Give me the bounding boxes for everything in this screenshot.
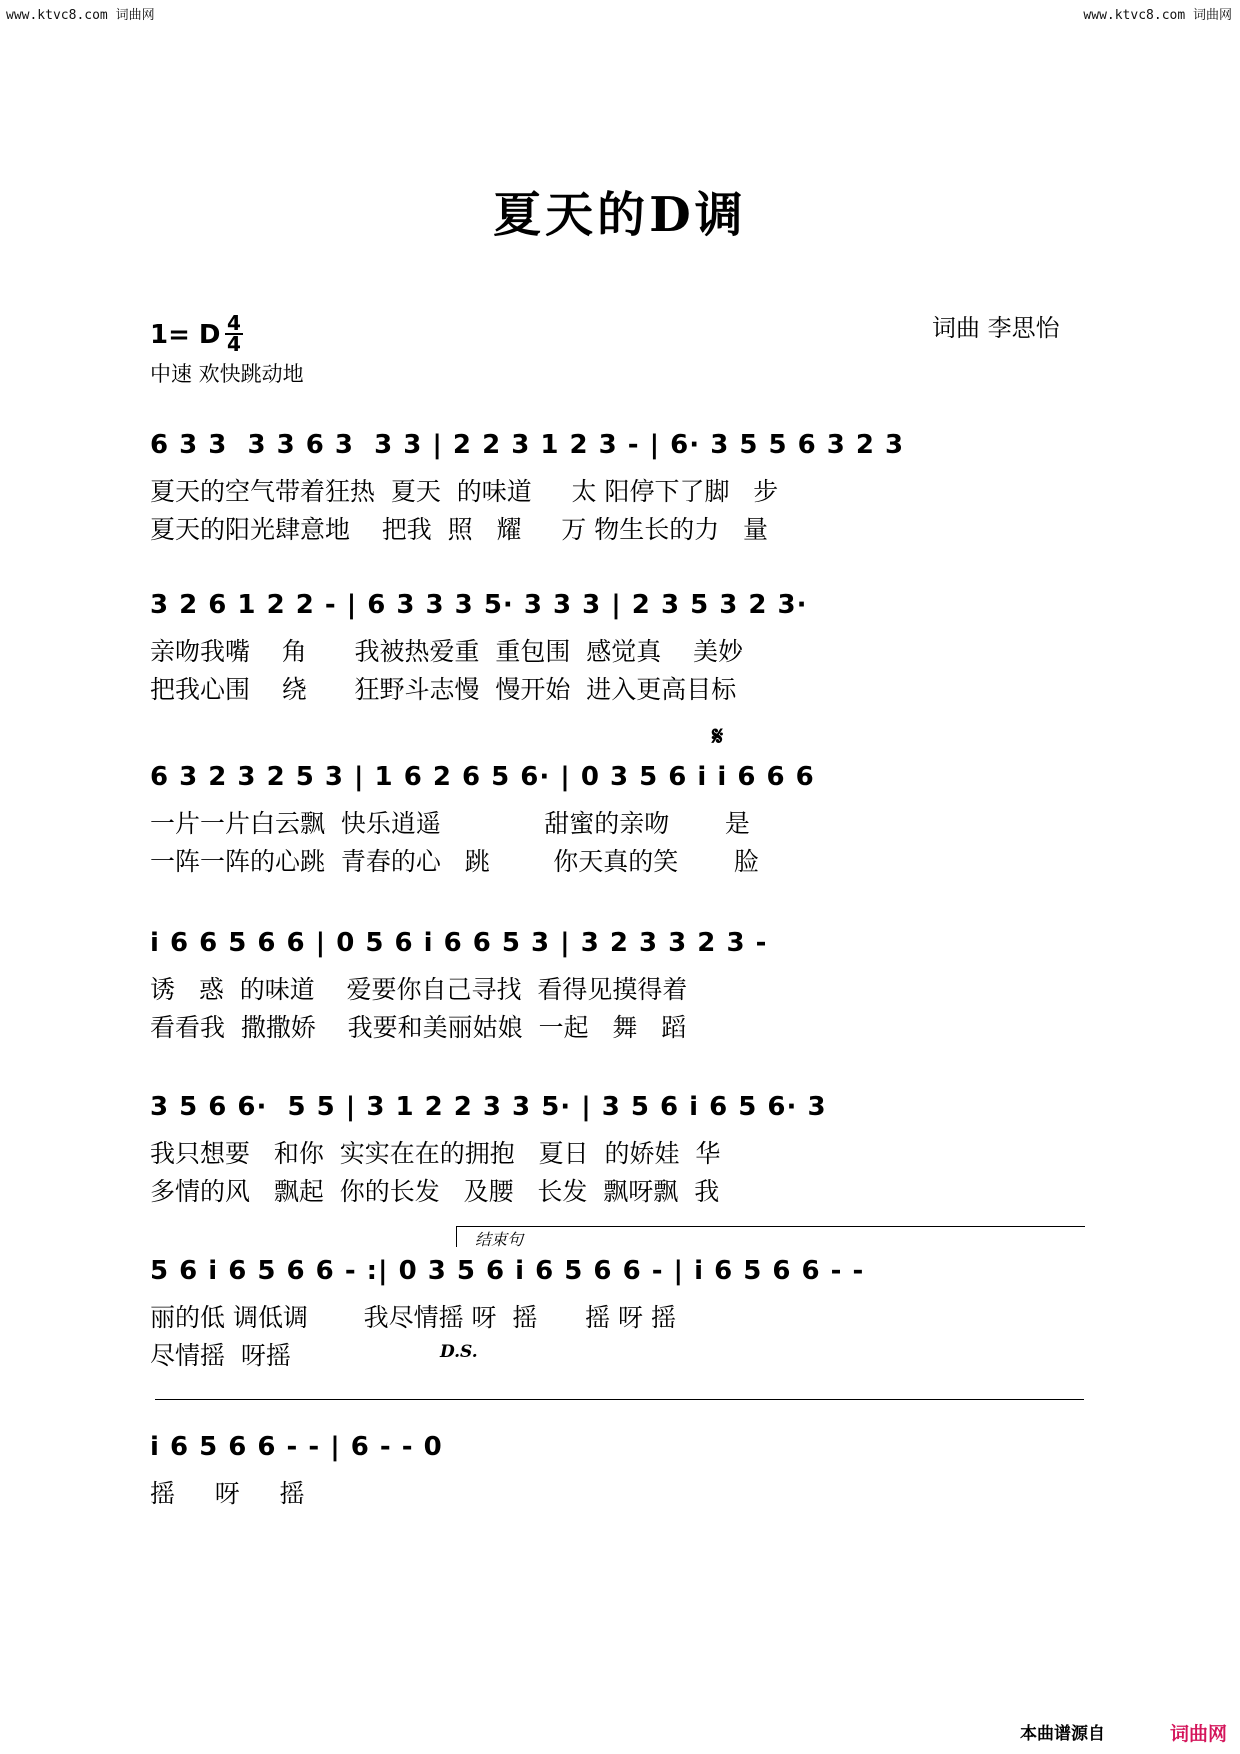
song-title: 夏天的D调 [493, 187, 747, 243]
score-system-6 [150, 1256, 1090, 1376]
lyric-line-6a: 丽的低 调低调 我尽情摇 呀 摇 摇 呀 摇 [150, 1303, 676, 1332]
lyric-line-3b: 一阵一阵的心跳 青春的心 跳 你天真的笑 脸 [150, 847, 759, 876]
time-signature-bottom: 4 [227, 332, 241, 356]
tempo-marking: 中速 欢快跳动地 [150, 362, 304, 386]
lyric-line-5b: 多情的风 飘起 你的长发 及腰 长发 飘呀飘 我 [150, 1177, 720, 1206]
lyric-line-1b: 夏天的阳光肆意地 把我 照 耀 万 物生长的力 量 [150, 515, 769, 544]
author-credit: 词曲 李思怡 [932, 314, 1060, 342]
notation-line-7: i 6 5 6 6 - - | 6 - - 0 [150, 1432, 443, 1462]
score-system-1 [150, 430, 1090, 550]
notation-line-6: 5 6 i 6 5 6 6 - :| 0 3 5 6 i 6 5 6 6 - | i 6 5 6 6 - - [150, 1256, 865, 1286]
score-system-4 [150, 928, 1090, 1048]
notation-line-2: 3 2 6 1 2 2 - | 6 3 3 3 5· 3 3 3 | 2 3 5 3 2 3· [150, 590, 808, 620]
lyric-line-3a: 一片一片白云飘 快乐逍遥 甜蜜的亲吻 是 [150, 809, 750, 838]
time-signature [225, 311, 243, 356]
lyric-line-7a: 摇 呀 摇 [150, 1479, 305, 1508]
footer-source: 本曲谱源自 [1020, 1724, 1105, 1744]
notation-line-3: 6 3 2 3 2 5 3 | 1 6 2 6 5 6· | 0 3 5 6 i i 6 6 6 [150, 762, 815, 792]
watermark-right: www.ktvc8.com 词曲网 [1083, 8, 1232, 23]
time-signature-top: 4 [227, 311, 241, 335]
lyric-line-4b: 看看我 撒撒娇 我要和美丽姑娘 一起 舞 蹈 [150, 1013, 687, 1042]
score-system-2 [150, 590, 1090, 710]
score-system-5 [150, 1092, 1090, 1212]
ending-bracket [456, 1226, 1085, 1247]
watermark-left: www.ktvc8.com 词曲网 [6, 8, 155, 23]
key-signature: 1= D [150, 320, 221, 350]
segno-sign: 𝄋 [712, 722, 724, 752]
notation-line-4: i 6 6 5 6 6 | 0 5 6 i 6 6 5 3 | 3 2 3 3 2 3 - [150, 928, 768, 958]
ds-marking: D.S. [440, 1342, 478, 1362]
lyric-line-2b: 把我心围 绕 狂野斗志慢 慢开始 进入更高目标 [150, 675, 737, 704]
footer-brand[interactable]: 词曲网 [1170, 1723, 1228, 1745]
score-system-3 [150, 762, 1090, 882]
lyric-line-5a: 我只想要 和你 实实在在的拥抱 夏日 的娇娃 华 [150, 1139, 721, 1168]
lyric-line-4a: 诱 惑 的味道 爱要你自己寻找 看得见摸得着 [150, 975, 688, 1004]
lyric-line-1a: 夏天的空气带着狂热 夏天 的味道 太 阳停下了脚 步 [150, 477, 779, 506]
lyric-line-2a: 亲吻我嘴 角 我被热爱重 重包围 感觉真 美妙 [150, 637, 744, 666]
ending-label: 结束句 [475, 1230, 524, 1249]
lyric-line-6b: 尽情摇 呀摇 [150, 1341, 291, 1370]
ending-rule [155, 1399, 1084, 1400]
notation-line-5: 3 5 6 6· 5 5 | 3 1 2 2 3 3 5· | 3 5 6 i 6 5 6· 3 [150, 1092, 827, 1122]
notation-line-1: 6 3 3 3 3 6 3 3 3 | 2 2 3 1 2 3 - | 6· 3 5 5 6 3 2 3 [150, 430, 905, 460]
score-system-7 [150, 1432, 1090, 1512]
